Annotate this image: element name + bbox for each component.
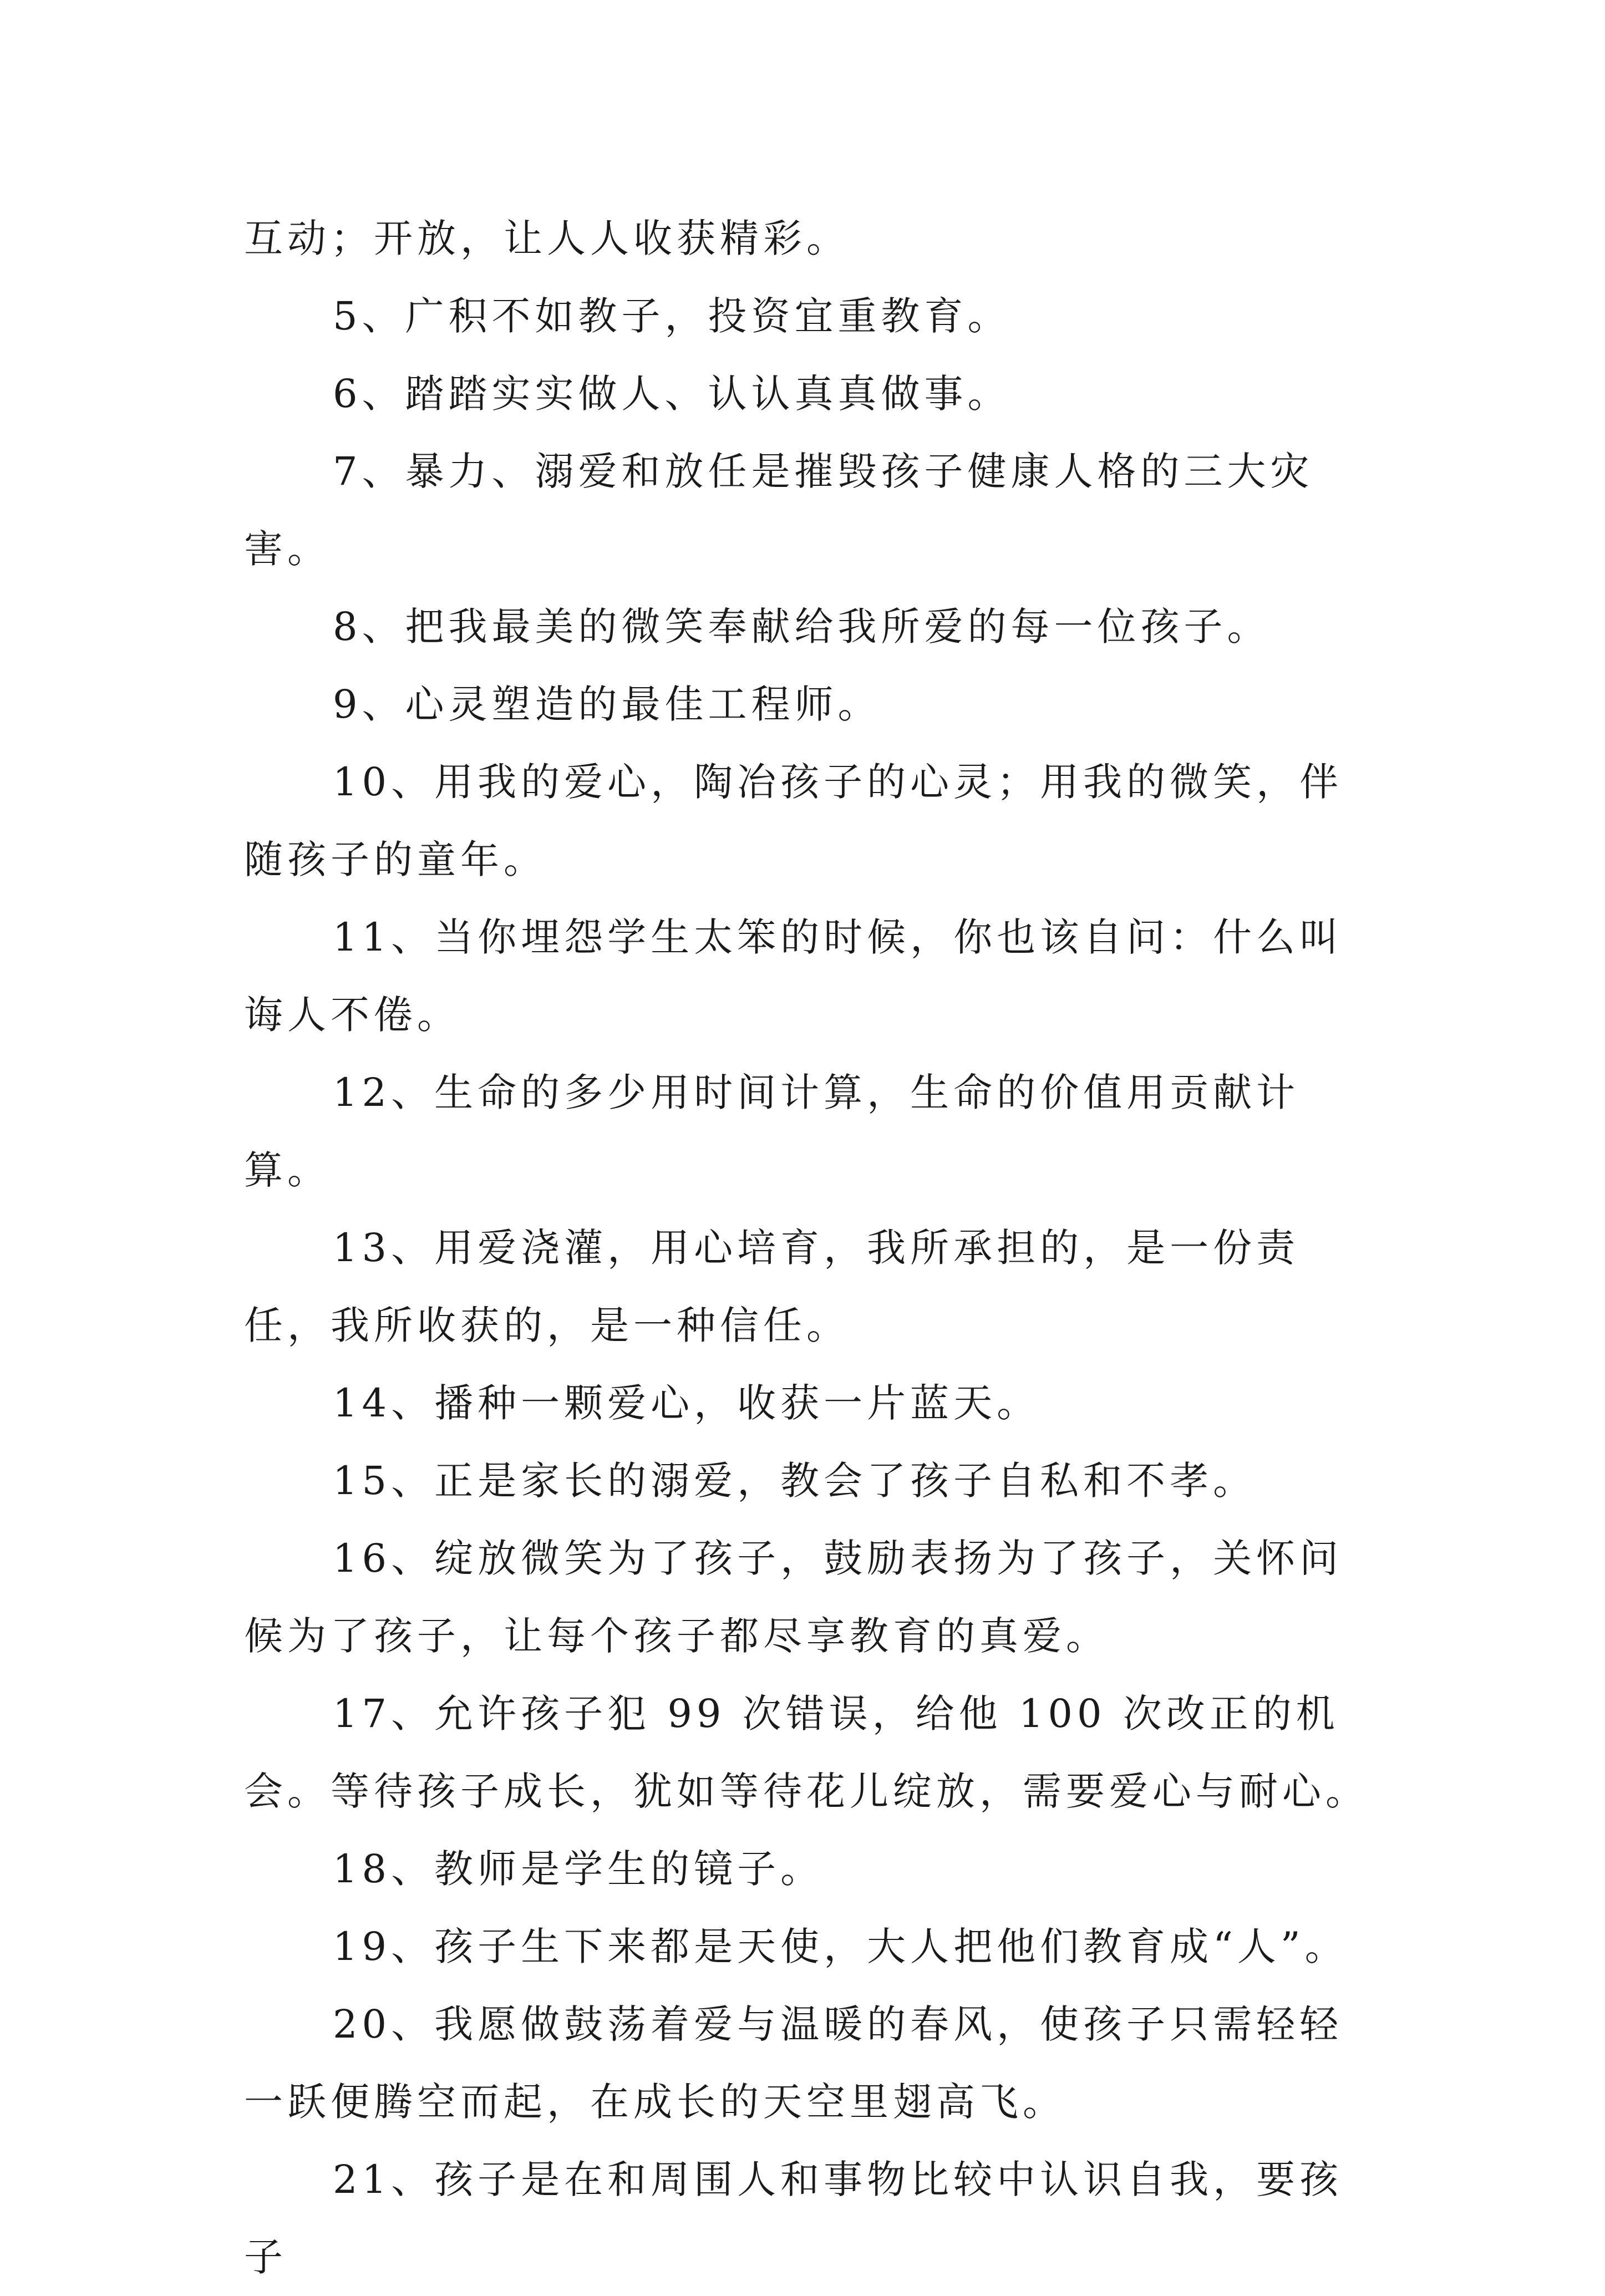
paragraph: 13、用爱浇灌，用心培育，我所承担的，是一份责任，我所收获的，是一种信任。 <box>244 1225 1300 1348</box>
paragraph: 16、绽放微笑为了孩子，鼓励表扬为了孩子，关怀问候为了孩子，让每个孩子都尽享教育的真爱。 <box>244 1536 1343 1659</box>
document-body <box>244 200 1370 2296</box>
paragraph: 12、生命的多少用时间计算，生命的价值用贡献计算。 <box>244 1070 1300 1193</box>
paragraph: 5、广积不如教子，投资宜重教育。 <box>333 293 1011 339</box>
paragraph: 19、孩子生下来都是天使，大人把他们教育成“人”。 <box>333 1924 1348 1969</box>
paragraph: 10、用我的爱心，陶冶孩子的心灵；用我的微笑，伴随孩子的童年。 <box>244 759 1343 882</box>
paragraph: 8、把我最美的微笑奉献给我所爱的每一位孩子。 <box>333 604 1271 649</box>
paragraph: 6、踏踏实实做人、认认真真做事。 <box>333 371 1011 416</box>
paragraph: 20、我愿做鼓荡着爱与温暖的春风，使孩子只需轻轻一跃便腾空而起，在成长的天空里翅高飞。 <box>244 2002 1343 2125</box>
paragraph: 17、允许孩子犯 99 次错误，给他 100 次改正的机会。等待孩子成长，犹如等待花儿绽放，需要爱心与耐心。 <box>244 1691 1369 1814</box>
paragraph: 18、教师是学生的镜子。 <box>333 1846 824 1892</box>
paragraph: 互动；开放，让人人收获精彩。 <box>244 216 850 261</box>
paragraph: 15、正是家长的溺爱，教会了孩子自私和不孝。 <box>333 1458 1257 1503</box>
paragraph: 9、心灵塑造的最佳工程师。 <box>333 682 881 727</box>
paragraph: 7、暴力、溺爱和放任是摧毁孩子健康人格的三大灾害。 <box>244 449 1314 572</box>
paragraph: 14、播种一颗爱心，收获一片蓝天。 <box>333 1380 1040 1426</box>
paragraph: 21、孩子是在和周围人和事物比较中认识自我，要孩子 <box>244 2157 1343 2280</box>
paragraph: 11、当你埋怨学生太笨的时候，你也该自问：什么叫诲人不倦。 <box>244 915 1343 1038</box>
